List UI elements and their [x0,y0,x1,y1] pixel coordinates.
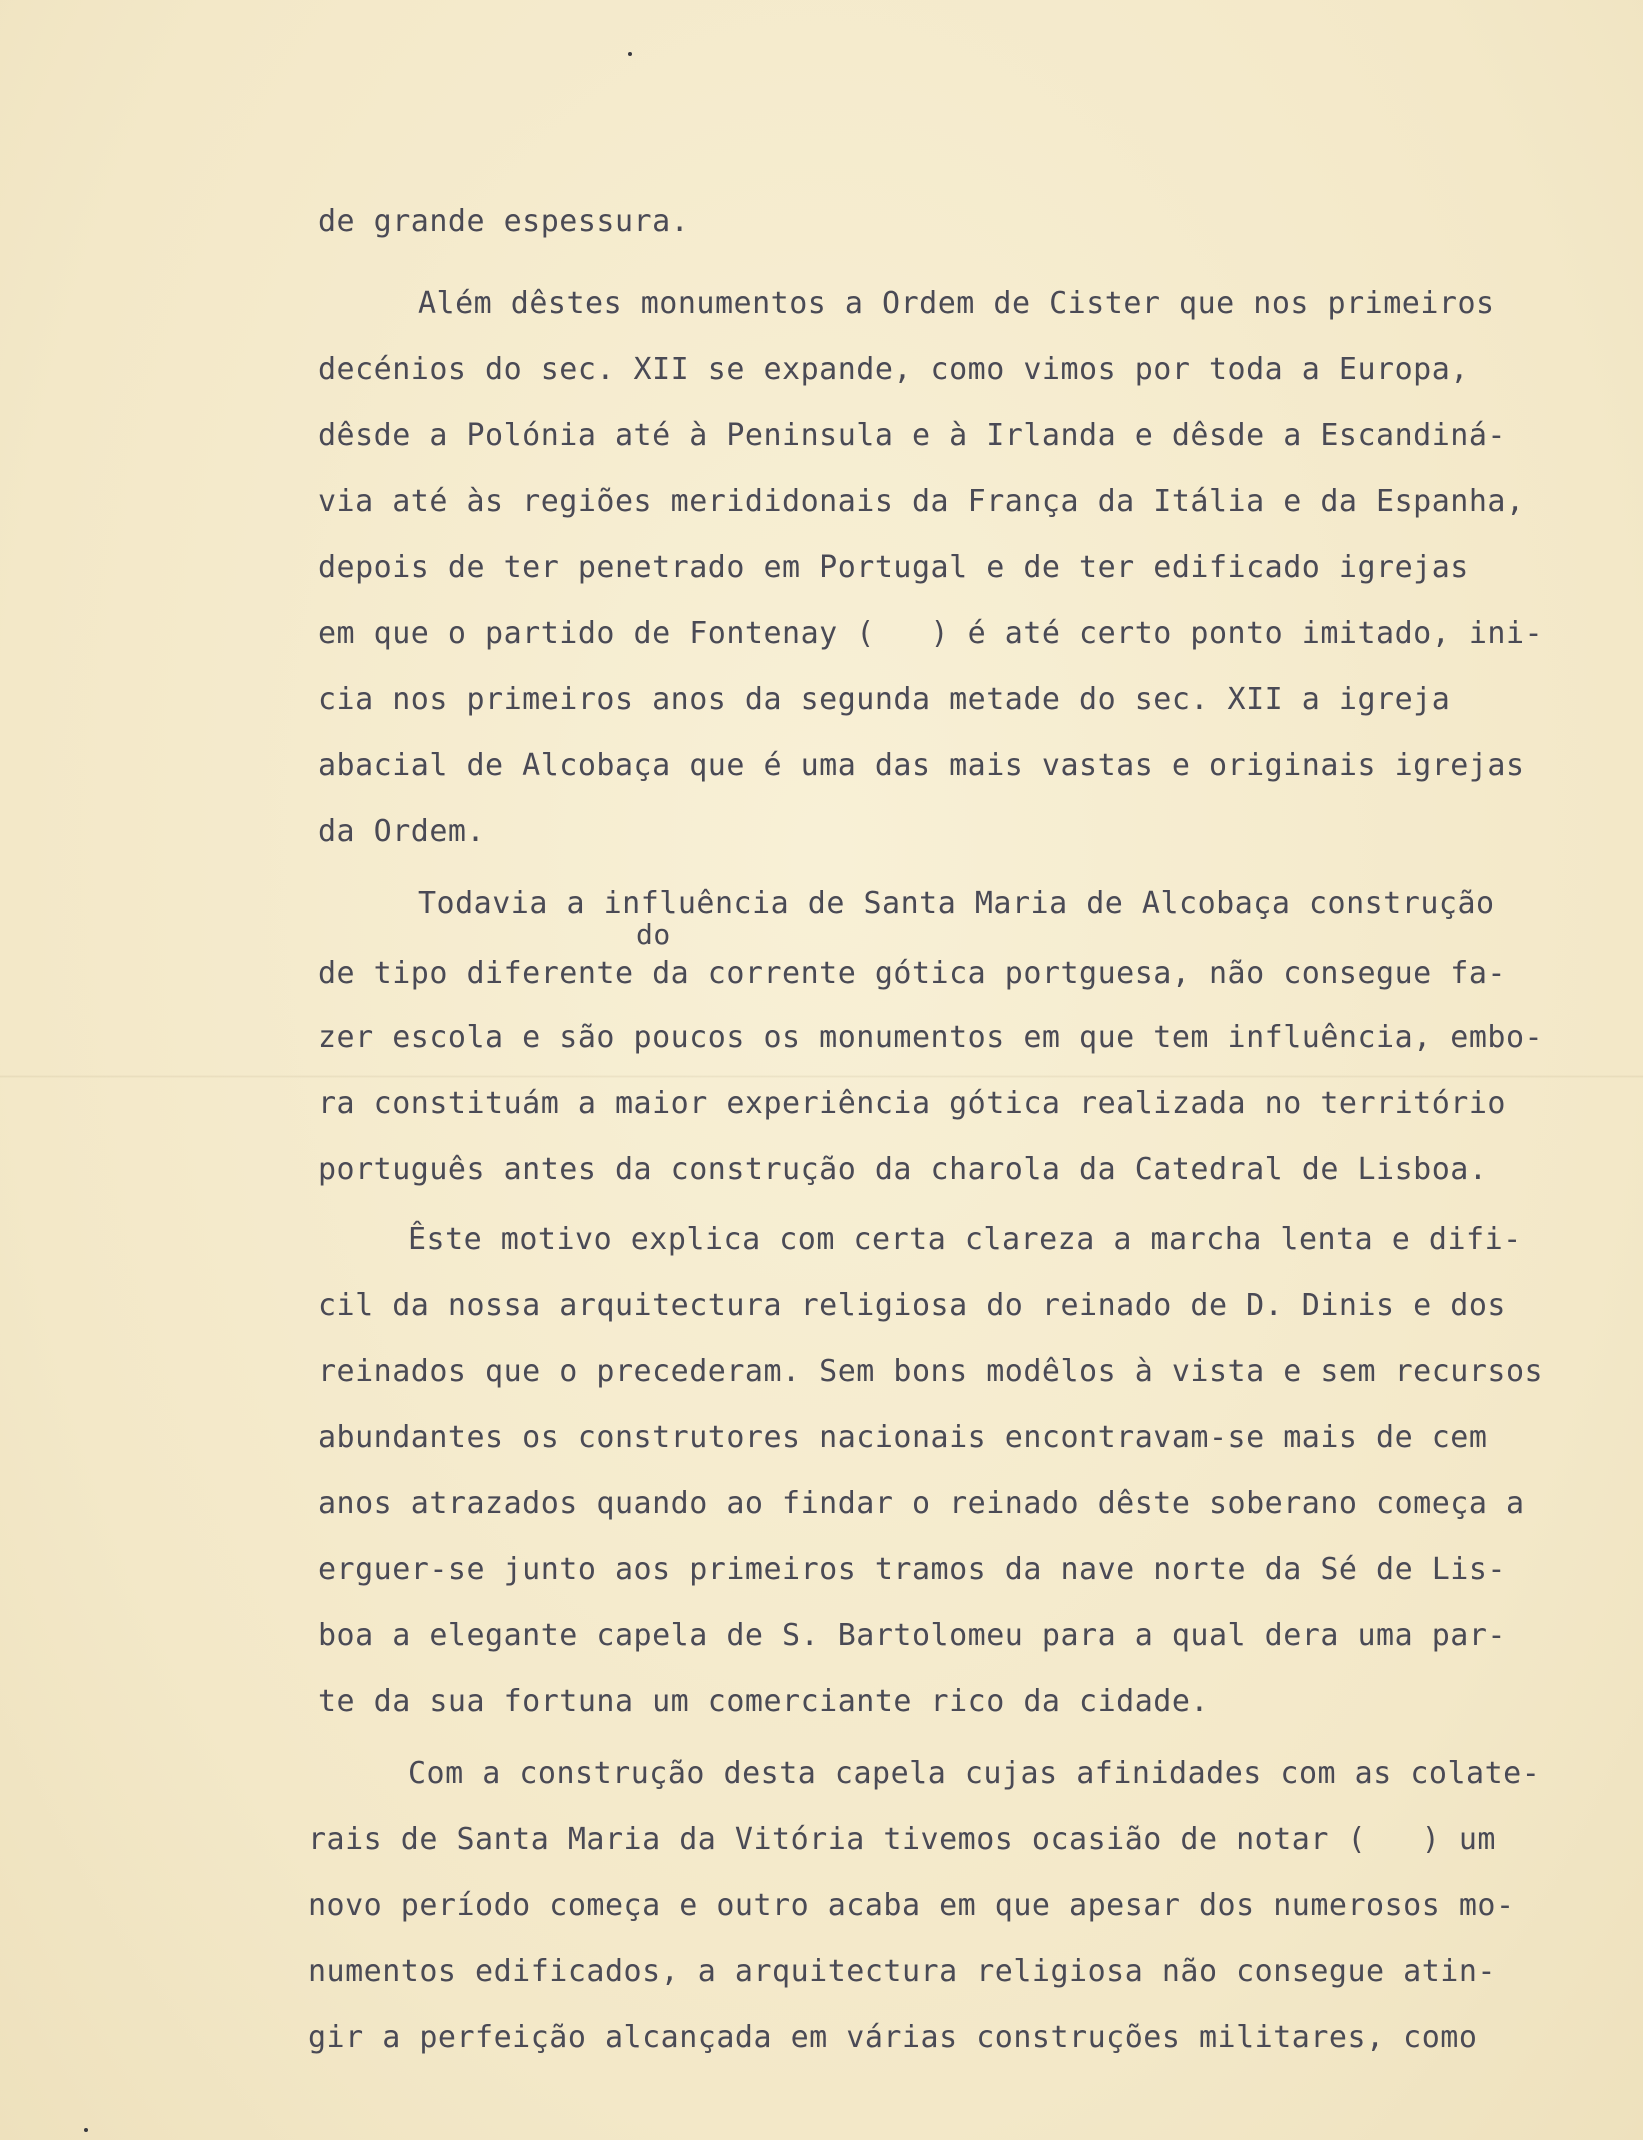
text-line: Com a construção desta capela cujas afinidades com as colate- [408,1756,1541,1791]
text-line: em que o partido de Fontenay ( ) é até certo ponto imitado, ini- [318,616,1544,651]
text-line: erguer-se junto aos primeiros tramos da nave norte da Sé de Lis- [318,1552,1506,1587]
interlinear-insertion: do [636,918,671,951]
text-line: via até às regiões merididonais da França da Itália e da Espanha, [318,484,1525,519]
text-line: reinados que o precederam. Sem bons modêlos à vista e sem recursos [318,1354,1544,1389]
text-line: decénios do sec. XII se expande, como vimos por toda a Europa, [318,352,1469,387]
text-line: depois de ter penetrado em Portugal e de ter edificado igrejas [318,550,1469,585]
text-line: novo período começa e outro acaba em que apesar dos numerosos mo- [308,1888,1515,1923]
text-line: Êste motivo explica com certa clareza a marcha lenta e difi- [408,1222,1522,1257]
text-line: te da sua fortuna um comerciante rico da cidade. [318,1684,1209,1719]
text-line: anos atrazados quando ao findar o reinado dêste soberano começa a [318,1486,1525,1521]
text-line: boa a elegante capela de S. Bartolomeu para a qual dera uma par- [318,1618,1506,1653]
text-line: de tipo diferente da corrente gótica portguesa, não consegue fa- [318,956,1506,991]
text-line: Além dêstes monumentos a Ordem de Cister que nos primeiros [418,286,1495,321]
text-line: de grande espessura. [318,204,690,239]
text-line: português antes da construção da charola da Catedral de Lisboa. [318,1152,1488,1187]
text-line: abacial de Alcobaça que é uma das mais vastas e originais igrejas [318,748,1525,783]
text-line: rais de Santa Maria da Vitória tivemos ocasião de notar ( ) um [308,1822,1496,1857]
text-line: ra constituám a maior experiência gótica realizada no território [318,1086,1506,1121]
text-line: zer escola e são poucos os monumentos em que tem influência, embo- [318,1020,1544,1055]
text-line: cia nos primeiros anos da segunda metade do sec. XII a igreja [318,682,1451,717]
text-line: numentos edificados, a arquitectura religiosa não consegue atin- [308,1954,1496,1989]
text-line: da Ordem. [318,814,486,849]
text-line: gir a perfeição alcançada em várias construções militares, como [308,2020,1478,2055]
text-line: Todavia a influência de Santa Maria de Alcobaça construção [418,886,1495,921]
text-line: cil da nossa arquitectura religiosa do reinado de D. Dinis e dos [318,1288,1506,1323]
text-line: abundantes os construtores nacionais encontravam-se mais de cem [318,1420,1488,1455]
text-line: dêsde a Polónia até à Peninsula e à Irlanda e dêsde a Escandiná- [318,418,1506,453]
